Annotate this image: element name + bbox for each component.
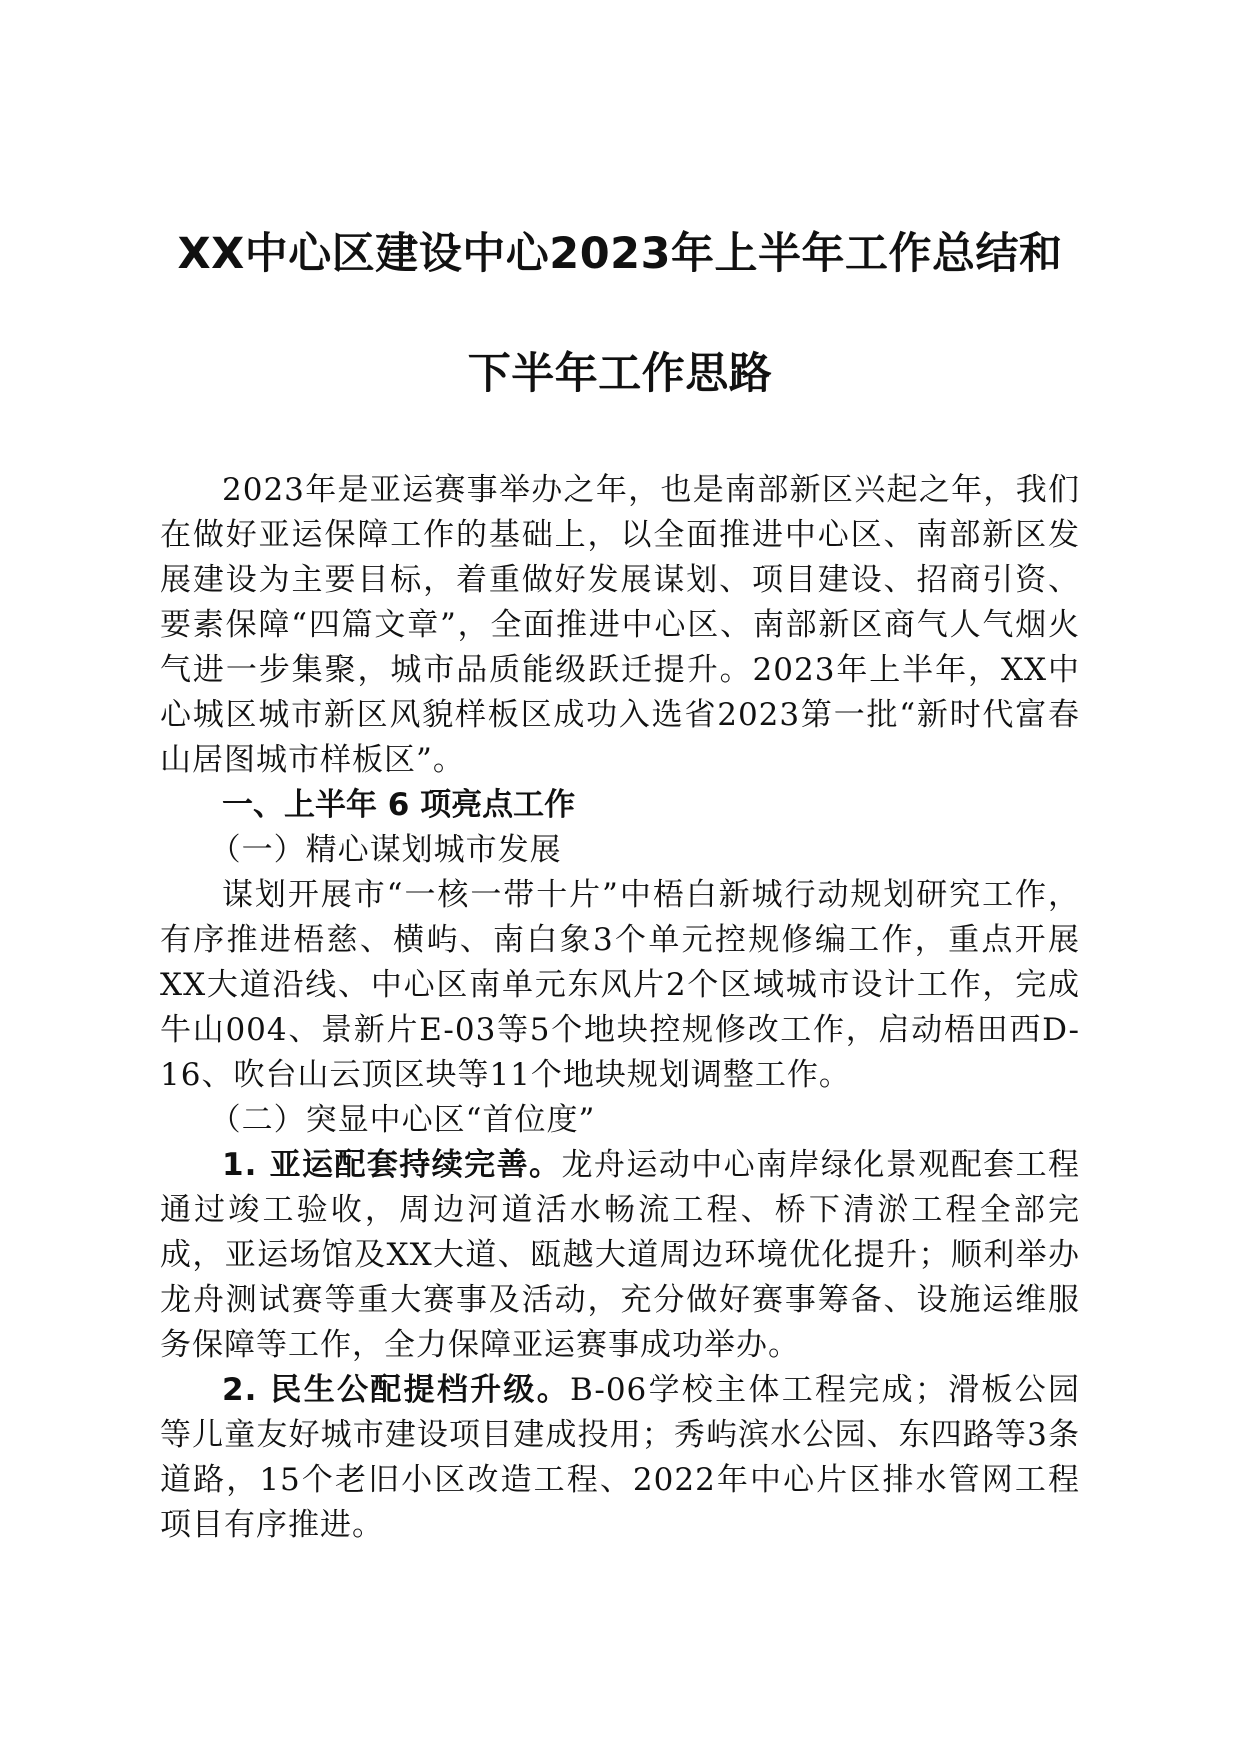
subheading-center-primacy: （二）突显中心区“首位度” [209, 1102, 596, 1138]
document-body [160, 468, 1080, 1548]
document-title-line-1: XX中心区建设中心2023年上半年工作总结和 [177, 229, 1063, 279]
asian-games-paragraph [160, 1143, 1080, 1368]
subheading-city-planning: （一）精心谋划城市发展 [209, 832, 562, 868]
asian-games-text: 龙舟运动中心南岸绿化景观配套工程通过竣工验收，周边河道活水畅流工程、桥下清淤工程全部完成，亚运场馆及XX大道、瓯越大道周边环境优化提升；顺利举办龙舟测试赛等重大赛事及活动，充分做好赛事筹备、设施运维服务保障等工作，全力保障亚运赛事成功举办。 [160, 1147, 1080, 1363]
city-planning-paragraph: 谋划开展市“一核一带十片”中梧白新城行动规划研究工作，有序推进梧慈、横屿、南白象3个单元控规修编工作，重点开展XX大道沿线、中心区南单元东风片2个区域城市设计工作，完成牛山004、景新片E-03等5个地块控规修改工作，启动梧田西D-16、吹台山云顶区块等11个地块规划调整工作。 [160, 877, 1080, 1093]
document-title-line-2: 下半年工作思路 [467, 349, 773, 399]
public-facilities-lead: 2. 民生公配提档升级。 [222, 1372, 570, 1408]
asian-games-lead: 1. 亚运配套持续完善。 [222, 1147, 562, 1183]
public-facilities-text: B-06学校主体工程完成；滑板公园等儿童友好城市建设项目建成投用；秀屿滨水公园、东四路等3条道路，15个老旧小区改造工程、2022年中心片区排水管网工程项目有序推进。 [160, 1372, 1080, 1543]
section-heading-highlights: 一、上半年 6 项亮点工作 [222, 787, 576, 823]
intro-paragraph: 2023年是亚运赛事举办之年，也是南部新区兴起之年，我们在做好亚运保障工作的基础上，以全面推进中心区、南部新区发展建设为主要目标，着重做好发展谋划、项目建设、招商引资、要素保障“四篇文章”，全面推进中心区、南部新区商气人气烟火气进一步集聚，城市品质能级跃迁提升。2023年上半年，XX中心城区城市新区风貌样板区成功入选省2023第一批“新时代富春山居图城市样板区”。 [160, 472, 1080, 778]
public-facilities-paragraph [160, 1368, 1080, 1548]
